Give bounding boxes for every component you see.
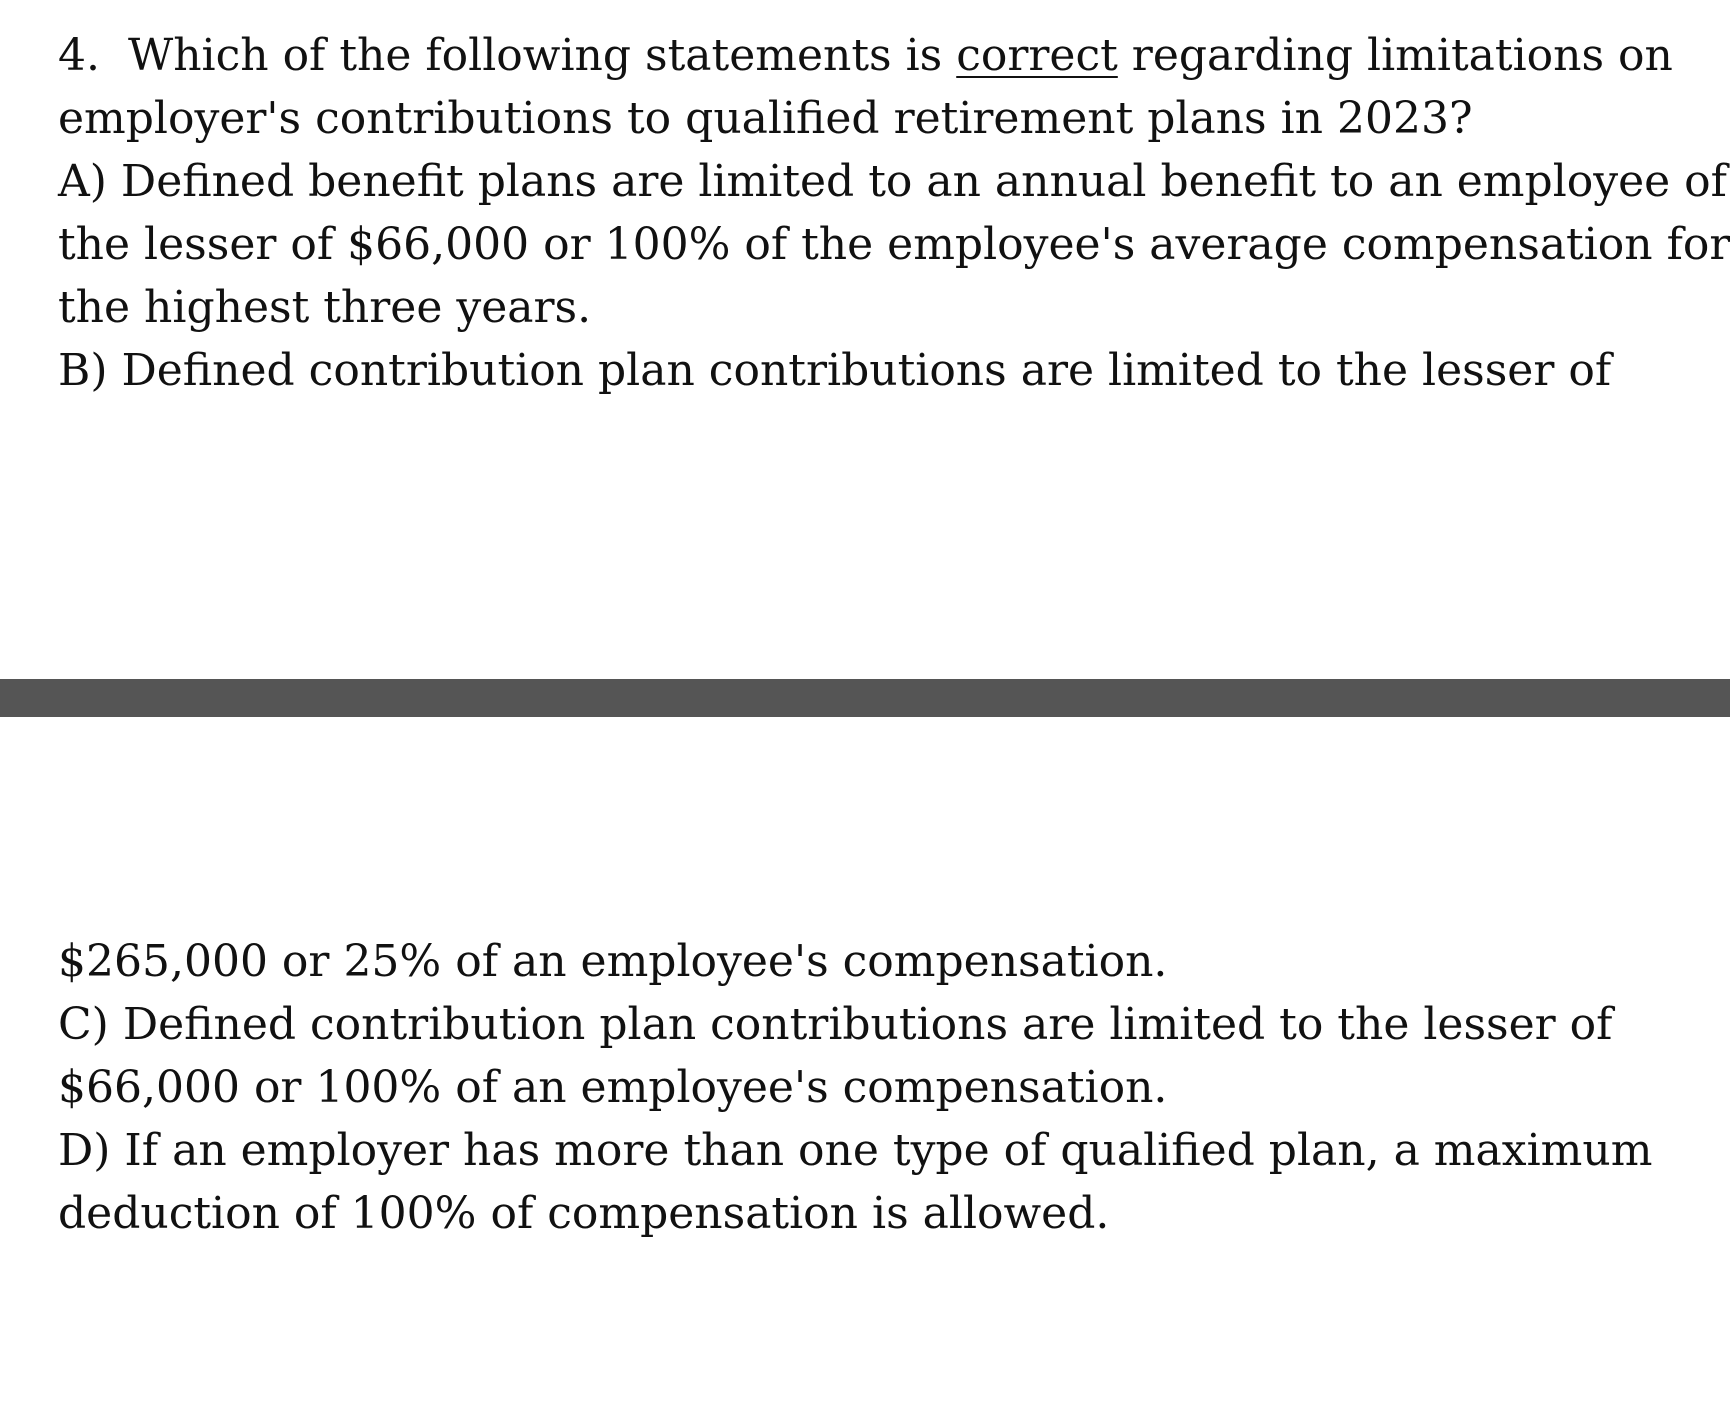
option-b-line-2: $265,000 or 25% of an employee's compensation. <box>58 936 1168 987</box>
question-stem-line-1 <box>58 24 1688 87</box>
question-emphasis-word: correct <box>956 30 1118 81</box>
question-stem-end: regarding limitations on <box>1131 30 1673 81</box>
option-d-line-1: D) If an employer has more than one type of qualified plan, a maximum <box>58 1125 1653 1176</box>
question-block-top <box>58 24 1730 402</box>
option-b-line-1: B) Defined contribution plan contributions are limited to the lesser of <box>58 345 1612 396</box>
option-c-line-2: $66,000 or 100% of an employee's compensation. <box>58 1062 1168 1113</box>
option-a-line-2: the lesser of $66,000 or 100% of the employee's average compensation for <box>58 219 1730 270</box>
option-a-line-1: A) Defined benefit plans are limited to an annual benefit to an employee of <box>58 156 1727 207</box>
question-block-bottom <box>58 930 1688 1245</box>
question-stem-line-2: employer's contributions to qualified retirement plans in 2023? <box>58 93 1473 144</box>
option-c-line-1: C) Defined contribution plan contributions are limited to the lesser of <box>58 999 1613 1050</box>
page-divider <box>0 679 1730 717</box>
question-number: 4. <box>58 30 100 81</box>
option-a-line-3: the highest three years. <box>58 282 592 333</box>
question-stem-start: Which of the following statements is <box>127 30 943 81</box>
option-d-line-2: deduction of 100% of compensation is allowed. <box>58 1188 1110 1239</box>
